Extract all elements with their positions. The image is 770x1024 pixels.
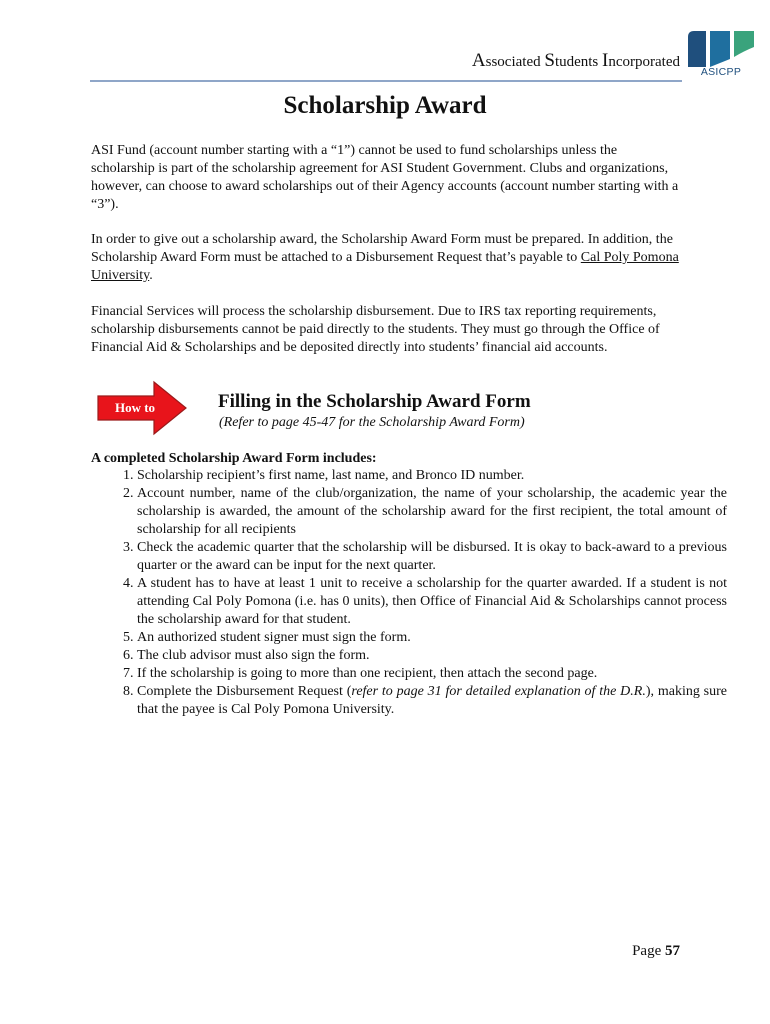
list-item-8-end: ), making sure that the payee is Cal Poly Pomona University. (137, 684, 727, 717)
org-initial-a: A (471, 50, 486, 71)
list-item-8-reference: refer to page 31 for detailed explanation of the D.R. (351, 684, 646, 699)
header-divider (90, 80, 682, 82)
paragraph-financial-services: Financial Services will process the scholarship disbursement. Due to IRS tax reporting requirements, scholarship disbursements cannot be paid directly to the students. They must go through the Office of Financial Aid & Scholarships and be deposited directly into students’ financial aid accounts. (91, 304, 660, 355)
list-item: 2. Account number, name of the club/organization, the name of your scholarship, the academic year the scholarship is awarded, the amount of the scholarship award for the first recipient, the total amount of scholarship for all recipients (137, 485, 727, 539)
paragraph-asi-fund: ASI Fund (account number starting with a “1”) cannot be used to fund scholarships unless the scholarship is part of the scholarship agreement for ASI Student Government. Clubs and organizations, however, can choose to award scholarships out of their Agency accounts (account number starting with a “3”). (91, 143, 679, 212)
list-heading: A completed Scholarship Award Form includes: (91, 451, 377, 466)
list-item: 1. Scholarship recipient’s first name, last name, and Bronco ID number. (137, 467, 727, 485)
list-item (137, 683, 727, 719)
paragraph-award-form-text: In order to give out a scholarship award, the Scholarship Award Form must be prepared. In addition, the Scholarship Award Form must be attached to a Disbursement Request that’s payable to (91, 232, 673, 265)
page-title: Scholarship Award (283, 92, 487, 119)
org-word-a: ssociated (485, 54, 545, 70)
page-number (580, 943, 680, 960)
page-number-value: 57 (665, 943, 680, 959)
list-item: 7. If the scholarship is going to more than one recipient, then attach the second page. (137, 665, 727, 683)
paragraph-award-form (91, 231, 681, 285)
list-item: 4. A student has to have at least 1 unit to receive a scholarship for the quarter awarded. If a student is not attending Cal Poly Pomona (i.e. has 0 units), then Office of Financial Aid & Scholarships cannot process the scholarship award for that student. (137, 575, 727, 629)
howto-label: How to (114, 400, 156, 415)
section-title: Filling in the Scholarship Award Form (218, 391, 531, 412)
paragraph-award-form-end: . (149, 268, 153, 283)
org-initial-s: S (544, 50, 555, 71)
organization-name (420, 50, 680, 72)
section-subtitle: (Refer to page 45-47 for the Scholarship Award Form) (219, 415, 525, 430)
logo-text: ASICPP (700, 66, 742, 78)
list-item-8-text: Complete the Disbursement Request ( (137, 684, 352, 699)
list-item: 5. An authorized student signer must sign the form. (137, 629, 727, 647)
page-label: Page (632, 943, 662, 959)
org-initial-i: I (602, 50, 609, 71)
requirements-list (91, 467, 727, 719)
payee-underlined: Cal Poly Pomona University (91, 250, 679, 283)
list-item: 6. The club advisor must also sign the form. (137, 647, 727, 665)
org-word-i: ncorporated (608, 54, 680, 70)
org-word-s: tudents (554, 54, 603, 70)
list-item: 3. Check the academic quarter that the scholarship will be disbursed. It is okay to back-award to a previous quarter or the award can be input for the next quarter. (137, 539, 727, 575)
